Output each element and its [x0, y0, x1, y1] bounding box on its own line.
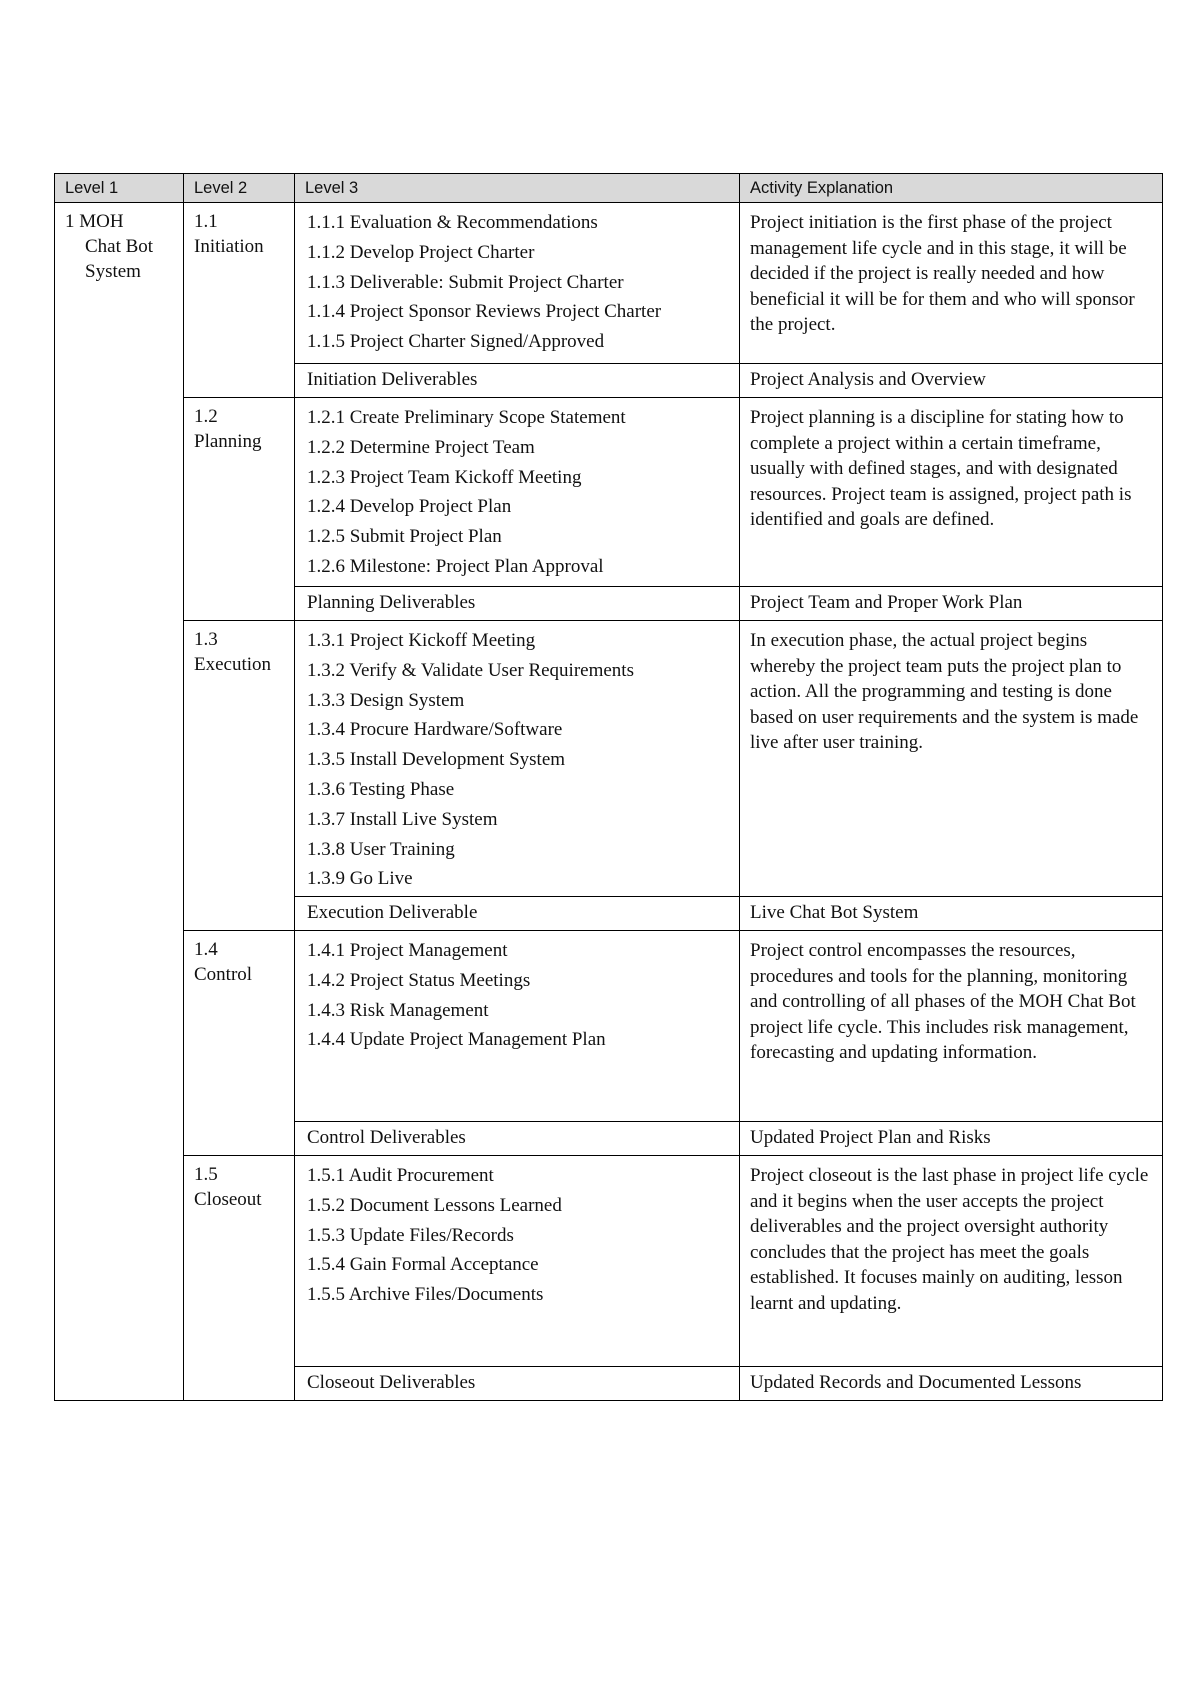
task-item: 1.5.2 Document Lessons Learned	[307, 1194, 562, 1216]
task-item: 1.3.7 Install Live System	[307, 808, 498, 830]
level-2-cell-closeout	[184, 1156, 295, 1401]
deliverable-label: Execution Deliverable	[295, 897, 740, 931]
deliverable-result: Live Chat Bot System	[740, 897, 1163, 931]
task-list	[307, 403, 731, 582]
phase-name: Closeout	[194, 1189, 262, 1210]
task-item: 1.4.2 Project Status Meetings	[307, 969, 531, 991]
explanation-closeout: Project closeout is the last phase in project life cycle and it begins when the user accepts the project deliverables and the project oversight authority concludes that the project has meet the goals established. It focuses mainly on auditing, lesson learnt and updating.	[740, 1156, 1163, 1367]
task-item: 1.4.1 Project Management	[307, 940, 508, 961]
task-item: 1.3.3 Design System	[307, 689, 465, 711]
explanation-initiation: Project initiation is the first phase of the project management life cycle and in this stage, it will be decided if the project is really needed and how beneficial it will be for them and who will sponsor the project.	[740, 203, 1163, 364]
task-item: 1.2.2 Determine Project Team	[307, 436, 535, 458]
task-list	[307, 1161, 731, 1310]
deliverable-label: Closeout Deliverables	[295, 1367, 740, 1401]
level-3-tasks-execution	[295, 621, 740, 897]
task-item: 1.2.4 Develop Project Plan	[307, 496, 512, 518]
task-list	[307, 626, 731, 894]
task-item: 1.5.4 Gain Formal Acceptance	[307, 1254, 539, 1276]
header-row	[55, 174, 1163, 203]
phase-name: Initiation	[194, 236, 264, 257]
deliverable-label: Planning Deliverables	[295, 587, 740, 621]
phase-number: 1.5	[194, 1164, 218, 1185]
task-item: 1.5.5 Archive Files/Documents	[307, 1284, 544, 1306]
deliverable-label: Initiation Deliverables	[295, 364, 740, 398]
level-1-line-1: 1 MOH	[65, 211, 124, 232]
phase-row-closeout	[55, 1156, 1163, 1367]
deliverable-result: Updated Records and Documented Lessons	[740, 1367, 1163, 1401]
task-item: 1.4.3 Risk Management	[307, 999, 489, 1021]
phase-name: Planning	[194, 431, 262, 452]
task-item: 1.5.1 Audit Procurement	[307, 1165, 494, 1186]
task-item: 1.1.2 Develop Project Charter	[307, 241, 535, 263]
phase-number: 1.3	[194, 629, 218, 650]
deliverable-label: Control Deliverables	[295, 1122, 740, 1156]
task-list	[307, 208, 731, 357]
task-item: 1.2.6 Milestone: Project Plan Approval	[307, 555, 604, 577]
header-level-2: Level 2	[184, 174, 295, 203]
level-3-tasks-closeout	[295, 1156, 740, 1367]
task-item: 1.3.4 Procure Hardware/Software	[307, 719, 563, 741]
task-item: 1.5.3 Update Files/Records	[307, 1224, 514, 1246]
phase-row-planning	[55, 398, 1163, 587]
level-3-tasks-planning	[295, 398, 740, 587]
task-item: 1.2.5 Submit Project Plan	[307, 526, 502, 548]
level-2-cell-planning	[184, 398, 295, 621]
task-item: 1.1.5 Project Charter Signed/Approved	[307, 331, 605, 353]
phase-row-control	[55, 931, 1163, 1122]
phase-row-execution	[55, 621, 1163, 897]
task-item: 1.3.6 Testing Phase	[307, 778, 455, 800]
level-1-line-2: Chat Bot	[85, 236, 154, 257]
phase-number: 1.2	[194, 406, 218, 427]
phase-number: 1.4	[194, 939, 218, 960]
explanation-execution: In execution phase, the actual project begins whereby the project team puts the project plan to action. All the programming and testing is done based on user requirements and the system is made live after user training.	[740, 621, 1163, 897]
level-2-cell-control	[184, 931, 295, 1156]
task-item: 1.3.5 Install Development System	[307, 749, 566, 771]
task-item: 1.1.4 Project Sponsor Reviews Project Charter	[307, 301, 662, 323]
task-item: 1.1.1 Evaluation & Recommendations	[307, 212, 598, 233]
task-item: 1.2.1 Create Preliminary Scope Statement	[307, 407, 626, 428]
level-1-cell	[55, 203, 184, 1401]
phase-row-initiation	[55, 203, 1163, 364]
header-level-1: Level 1	[55, 174, 184, 203]
phase-name: Execution	[194, 654, 272, 675]
phase-name: Control	[194, 964, 253, 985]
deliverable-result: Updated Project Plan and Risks	[740, 1122, 1163, 1156]
task-item: 1.3.9 Go Live	[307, 868, 413, 890]
wbs-table	[54, 173, 1163, 1401]
task-item: 1.2.3 Project Team Kickoff Meeting	[307, 466, 582, 488]
phase-number: 1.1	[194, 211, 218, 232]
task-item: 1.4.4 Update Project Management Plan	[307, 1029, 606, 1051]
level-2-cell-execution	[184, 621, 295, 931]
level-3-tasks-initiation	[295, 203, 740, 364]
task-item: 1.3.1 Project Kickoff Meeting	[307, 630, 536, 651]
explanation-planning: Project planning is a discipline for stating how to complete a project within a certain timeframe, usually with defined stages, and with designated resources. Project team is assigned, project path is identified and goals are defined.	[740, 398, 1163, 587]
level-2-cell-initiation	[184, 203, 295, 398]
level-1-line-3: System	[85, 261, 141, 282]
header-activity-explanation: Activity Explanation	[740, 174, 1163, 203]
task-item: 1.1.3 Deliverable: Submit Project Charter	[307, 271, 624, 293]
task-list	[307, 936, 731, 1055]
explanation-control: Project control encompasses the resources, procedures and tools for the planning, monitoring and controlling of all phases of the MOH Chat Bot project life cycle. This includes risk management, forecasting and updating information.	[740, 931, 1163, 1122]
deliverable-result: Project Analysis and Overview	[740, 364, 1163, 398]
deliverable-result: Project Team and Proper Work Plan	[740, 587, 1163, 621]
task-item: 1.3.2 Verify & Validate User Requirements	[307, 659, 634, 681]
level-3-tasks-control	[295, 931, 740, 1122]
header-level-3: Level 3	[295, 174, 740, 203]
task-item: 1.3.8 User Training	[307, 838, 455, 860]
